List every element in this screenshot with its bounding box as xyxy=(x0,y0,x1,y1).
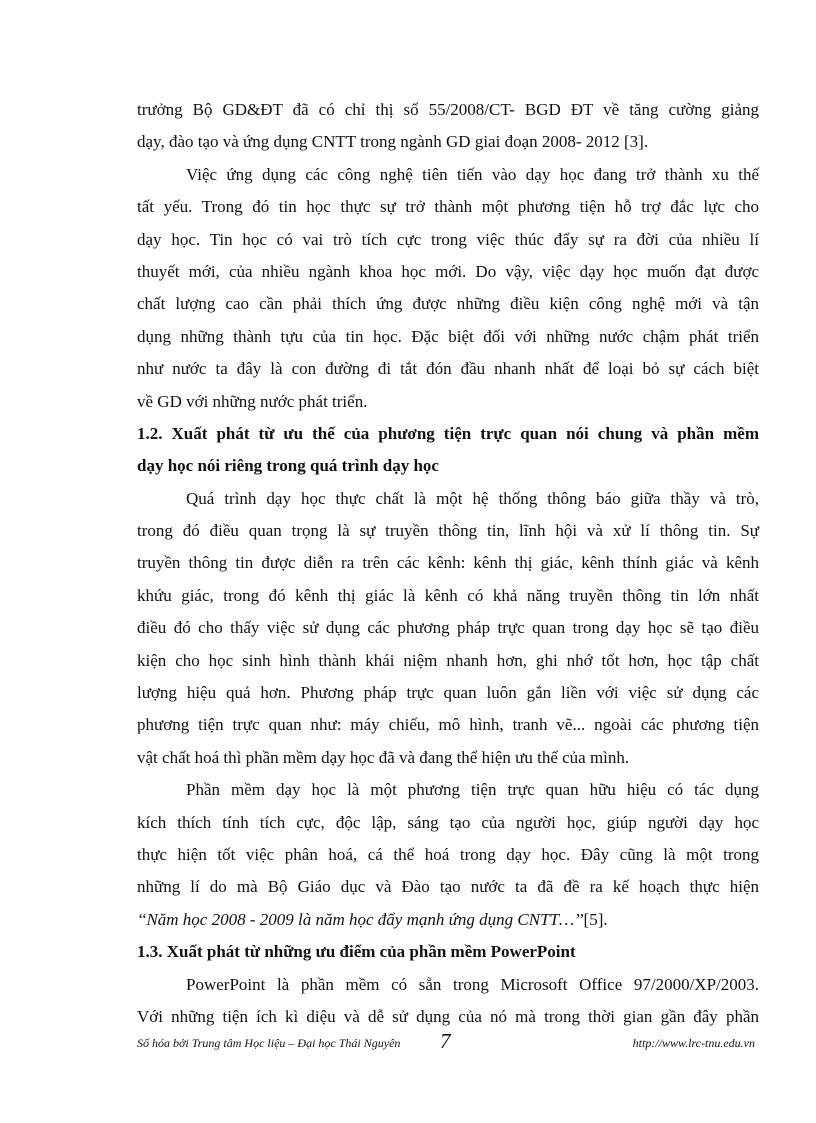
text-line: như nước ta đây là con đường đi tắt đón đầu nhanh nhất để loại bỏ sự cách biệt xyxy=(137,359,759,379)
page-number: 7 xyxy=(440,1029,451,1053)
heading-line: 1.3. Xuất phát từ những ưu điểm của phần mềm PowerPoint xyxy=(137,942,576,962)
text-line: thực hiện tốt việc phân hoá, cá thể hoá trong dạy học. Đây cũng là một trong xyxy=(137,844,759,864)
quote-text: ‘‘Năm học 2008 - 2009 là năm học đẩy mạnh ứng dụng CNTT…’’ xyxy=(137,909,584,929)
paragraph-continuation xyxy=(137,94,759,159)
text-line: dụng những thành tựu của tin học. Đặc biệt đối với những nước chậm phát triển xyxy=(137,326,759,346)
text-line xyxy=(137,904,759,936)
text-line: dạy học. Tin học có vai trò tích cực trong việc thúc đẩy sự ra đời của nhiều lí xyxy=(137,229,759,249)
text-line: chất lượng cao cần phải thích ứng được những điều kiện công nghệ mới và tận xyxy=(137,294,759,314)
paragraph-teaching-process xyxy=(137,483,759,775)
heading-line: 1.2. Xuất phát từ ưu thế của phương tiện trực quan nói chung và phần mềm xyxy=(137,423,759,443)
paragraph-technology xyxy=(137,159,759,418)
text-line: Quá trình dạy học thực chất là một hệ thống thông báo giữa thầy và trò, xyxy=(186,488,759,508)
text-line: kiện cho học sinh hình thành khái niệm nhanh hơn, ghi nhớ tốt hơn, học tập chất xyxy=(137,650,759,670)
text-line: dạy, đào tạo và ứng dụng CNTT trong ngành GD giai đoạn 2008- 2012 [3]. xyxy=(137,132,649,152)
page-footer xyxy=(137,1029,759,1058)
text-line: thuyết mới, của nhiều ngành khoa học mới. Do vậy, việc dạy học muốn đạt được xyxy=(137,261,759,281)
text-line: những lí do mà Bộ Giáo dục và Đào tạo nước ta đã đề ra kế hoạch thực hiện xyxy=(137,877,759,897)
section-heading-1-2 xyxy=(137,418,759,483)
text-line: về GD với những nước phát triển. xyxy=(137,391,368,411)
text-line: điều đó cho thấy việc sử dụng các phương pháp trực quan trong dạy học sẽ tạo điều xyxy=(137,618,759,638)
text-line: trưởng Bộ GD&ĐT đã có chỉ thị số 55/2008/CT- BGD ĐT về tăng cường giảng xyxy=(137,100,759,119)
heading-line: dạy học nói riêng trong quá trình dạy học xyxy=(137,456,439,476)
paragraph-software xyxy=(137,774,759,936)
text-line: truyền thông tin được diễn ra trên các kênh: kênh thị giác, kênh thính giác và kênh xyxy=(137,553,759,573)
citation: [5]. xyxy=(583,909,608,929)
footer-url: http://www.lrc-tnu.edu.vn xyxy=(632,1036,755,1050)
text-line: Phần mềm dạy học là một phương tiện trực quan hữu hiệu có tác dụng xyxy=(186,780,759,800)
document-body xyxy=(137,94,759,1033)
text-line: vật chất hoá thì phần mềm dạy học đã và đang thể hiện ưu thế của mình. xyxy=(137,747,630,767)
text-line: tất yếu. Trong đó tin học thực sự trở thành một phương tiện hỗ trợ đắc lực cho xyxy=(137,197,759,217)
text-line: kích thích tính tích cực, độc lập, sáng tạo của người học, giúp người dạy học xyxy=(137,812,759,832)
text-line: Việc ứng dụng các công nghệ tiên tiến vào dạy học đang trở thành xu thế xyxy=(186,164,759,184)
text-line: khứu giác, trong đó kênh thị giác là kênh có khả năng truyền thông tin lớn nhất xyxy=(137,585,759,605)
section-heading-1-3 xyxy=(137,936,759,968)
paragraph-powerpoint xyxy=(137,969,759,1034)
text-line: PowerPoint là phần mềm có sẵn trong Microsoft Office 97/2000/XP/2003. xyxy=(186,974,759,994)
text-line: phương tiện trực quan như: máy chiếu, mô hình, tranh vẽ... ngoài các phương tiện xyxy=(137,715,759,735)
footer-source: Số hóa bởi Trung tâm Học liệu – Đại học Thái Nguyên xyxy=(137,1036,401,1050)
text-line: Với những tiện ích kì diệu và dễ sử dụng của nó mà trong thời gian gần đây phần xyxy=(137,1006,759,1026)
text-line: lượng hiệu quả hơn. Phương pháp trực quan luôn gắn liền với việc sử dụng các xyxy=(137,683,759,703)
text-line: trong đó điều quan trọng là sự truyền thông tin, lĩnh hội và xử lí thông tin. Sự xyxy=(137,521,759,541)
